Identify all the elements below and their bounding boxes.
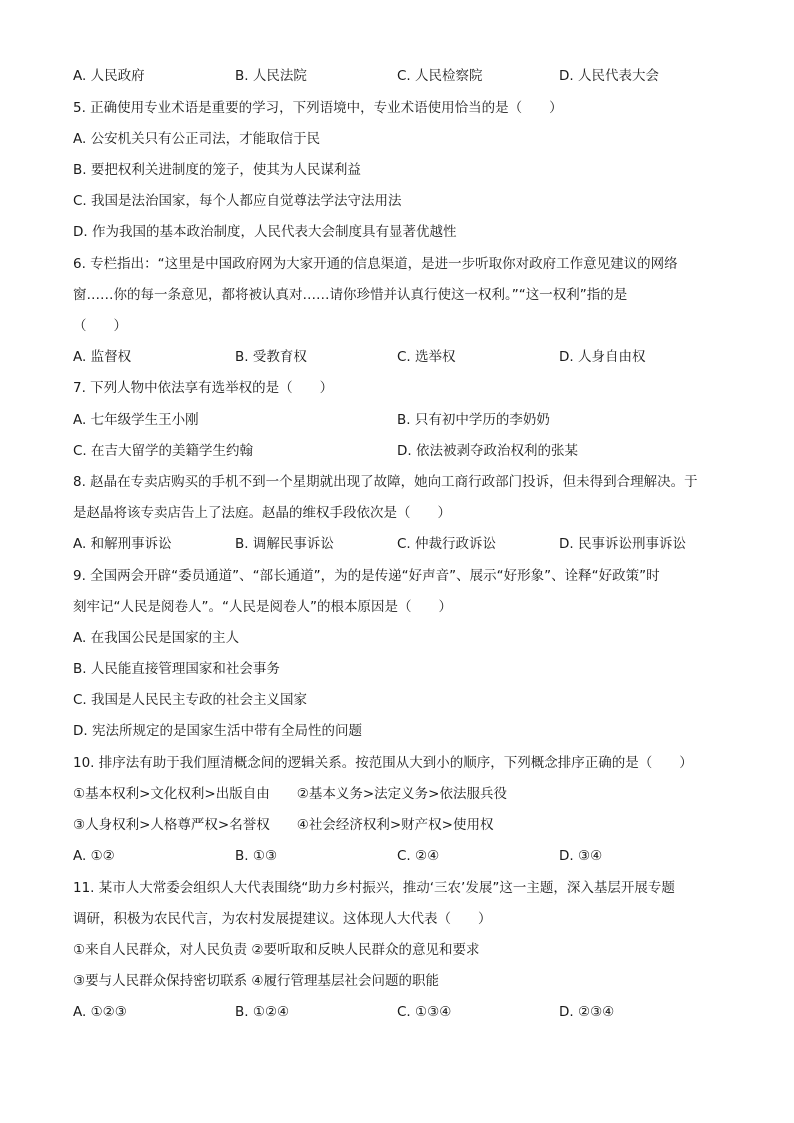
q4-option-d[interactable]: D. 人民代表大会 xyxy=(559,68,659,84)
q5-option-c[interactable]: C. 我国是法治国家，每个人都应自觉尊法学法守法用法 xyxy=(73,193,402,209)
q4-options xyxy=(73,66,733,86)
q8-option-b[interactable]: B. 调解民事诉讼 xyxy=(235,536,334,552)
q8-option-c[interactable]: C. 仲裁行政诉讼 xyxy=(397,536,497,552)
q5-stem: 5. 正确使用专业术语是重要的学习，下列语境中，专业术语使用恰当的是（ ） xyxy=(73,100,563,116)
q10-options xyxy=(73,846,733,866)
q6-stem-line-3: （ ） xyxy=(73,318,127,334)
q9-stem-line-2: 刻牢记“人民是阅卷人”。“人民是阅卷人”的根本原因是（ ） xyxy=(73,599,452,615)
q6-option-a[interactable]: A. 监督权 xyxy=(73,349,132,365)
q11-item-row-2: ③要与人民群众保持密切联系 ④履行管理基层社会问题的职能 xyxy=(73,973,439,989)
q4-option-a[interactable]: A. 人民政府 xyxy=(73,68,145,84)
q11-option-c[interactable]: C. ①③④ xyxy=(397,1004,452,1020)
q11-option-b[interactable]: B. ①②④ xyxy=(235,1004,290,1020)
q7-option-c[interactable]: C. 在吉大留学的美籍学生约翰 xyxy=(73,443,254,459)
q8-stem-line-1: 8. 赵晶在专卖店购买的手机不到一个星期就出现了故障，她向工商行政部门投诉，但未得到合理解决。于 xyxy=(73,474,698,490)
q9-option-d[interactable]: D. 宪法所规定的是国家生活中带有全局性的问题 xyxy=(73,723,362,739)
q11-item-row-1: ①来自人民群众，对人民负责 ②要听取和反映人民群众的意见和要求 xyxy=(73,942,480,958)
q9-option-a[interactable]: A. 在我国公民是国家的主人 xyxy=(73,630,240,646)
q5-option-a[interactable]: A. 公安机关只有公正司法，才能取信于民 xyxy=(73,131,321,147)
q8-options xyxy=(73,534,733,554)
q11-options xyxy=(73,1002,733,1022)
q4-option-c[interactable]: C. 人民检察院 xyxy=(397,68,483,84)
q8-option-d[interactable]: D. 民事诉讼刑事诉讼 xyxy=(559,536,686,552)
q7-stem: 7. 下列人物中依法享有选举权的是（ ） xyxy=(73,380,334,396)
q7-options-row-2 xyxy=(73,441,733,461)
q5-option-d[interactable]: D. 作为我国的基本政治制度，人民代表大会制度具有显著优越性 xyxy=(73,224,457,240)
q9-option-c[interactable]: C. 我国是人民民主专政的社会主义国家 xyxy=(73,692,308,708)
q10-stem: 10. 排序法有助于我们厘清概念间的逻辑关系。按范围从大到小的顺序，下列概念排序正确的是（ ） xyxy=(73,755,693,771)
q10-option-c[interactable]: C. ②④ xyxy=(397,848,440,864)
q10-option-a[interactable]: A. ①② xyxy=(73,848,115,864)
q7-option-a[interactable]: A. 七年级学生王小刚 xyxy=(73,412,199,428)
q10-option-b[interactable]: B. ①③ xyxy=(235,848,278,864)
q11-stem-line-2: 调研，积极为农民代言，为农村发展提建议。这体现人大代表（ ） xyxy=(73,911,492,927)
q6-stem-line-1: 6. 专栏指出：“这里是中国政府网为大家开通的信息渠道，是进一步听取你对政府工作意见建议的网络 xyxy=(73,256,678,272)
q6-option-c[interactable]: C. 选举权 xyxy=(397,349,456,365)
q7-option-b[interactable]: B. 只有初中学历的李奶奶 xyxy=(397,412,550,428)
q10-option-d[interactable]: D. ③④ xyxy=(559,848,603,864)
q11-option-d[interactable]: D. ②③④ xyxy=(559,1004,615,1020)
q4-option-b[interactable]: B. 人民法院 xyxy=(235,68,307,84)
q7-options-row-1 xyxy=(73,410,733,430)
q5-option-b[interactable]: B. 要把权利关进制度的笼子，使其为人民谋利益 xyxy=(73,162,361,178)
q6-option-d[interactable]: D. 人身自由权 xyxy=(559,349,646,365)
q11-stem-line-1: 11. 某市人大常委会组织人大代表围绕“助力乡村振兴，推动‘三农’发展”这一主题，深入基层开展专题 xyxy=(73,880,675,896)
q7-option-d[interactable]: D. 依法被剥夺政治权利的张某 xyxy=(397,443,578,459)
q6-options xyxy=(73,347,733,367)
q8-option-a[interactable]: A. 和解刑事诉讼 xyxy=(73,536,172,552)
q9-stem-line-1: 9. 全国两会开辟“委员通道”、“部长通道”，为的是传递“好声音”、展示“好形象”、诠释“好政策”时 xyxy=(73,568,660,584)
q11-option-a[interactable]: A. ①②③ xyxy=(73,1004,127,1020)
q6-option-b[interactable]: B. 受教育权 xyxy=(235,349,307,365)
q10-item-row-1: ①基本权利>文化权利>出版自由 ②基本义务>法定义务>依法服兵役 xyxy=(73,786,507,802)
q9-option-b[interactable]: B. 人民能直接管理国家和社会事务 xyxy=(73,661,280,677)
q10-item-row-2: ③人身权利>人格尊严权>名誉权 ④社会经济权利>财产权>使用权 xyxy=(73,817,494,833)
q6-stem-line-2: 窗……你的每一条意见，都将被认真对……请你珍惜并认真行使这一权利。”“这一权利”指的是 xyxy=(73,287,628,303)
q8-stem-line-2: 是赵晶将该专卖店告上了法庭。赵晶的维权手段依次是（ ） xyxy=(73,505,451,521)
